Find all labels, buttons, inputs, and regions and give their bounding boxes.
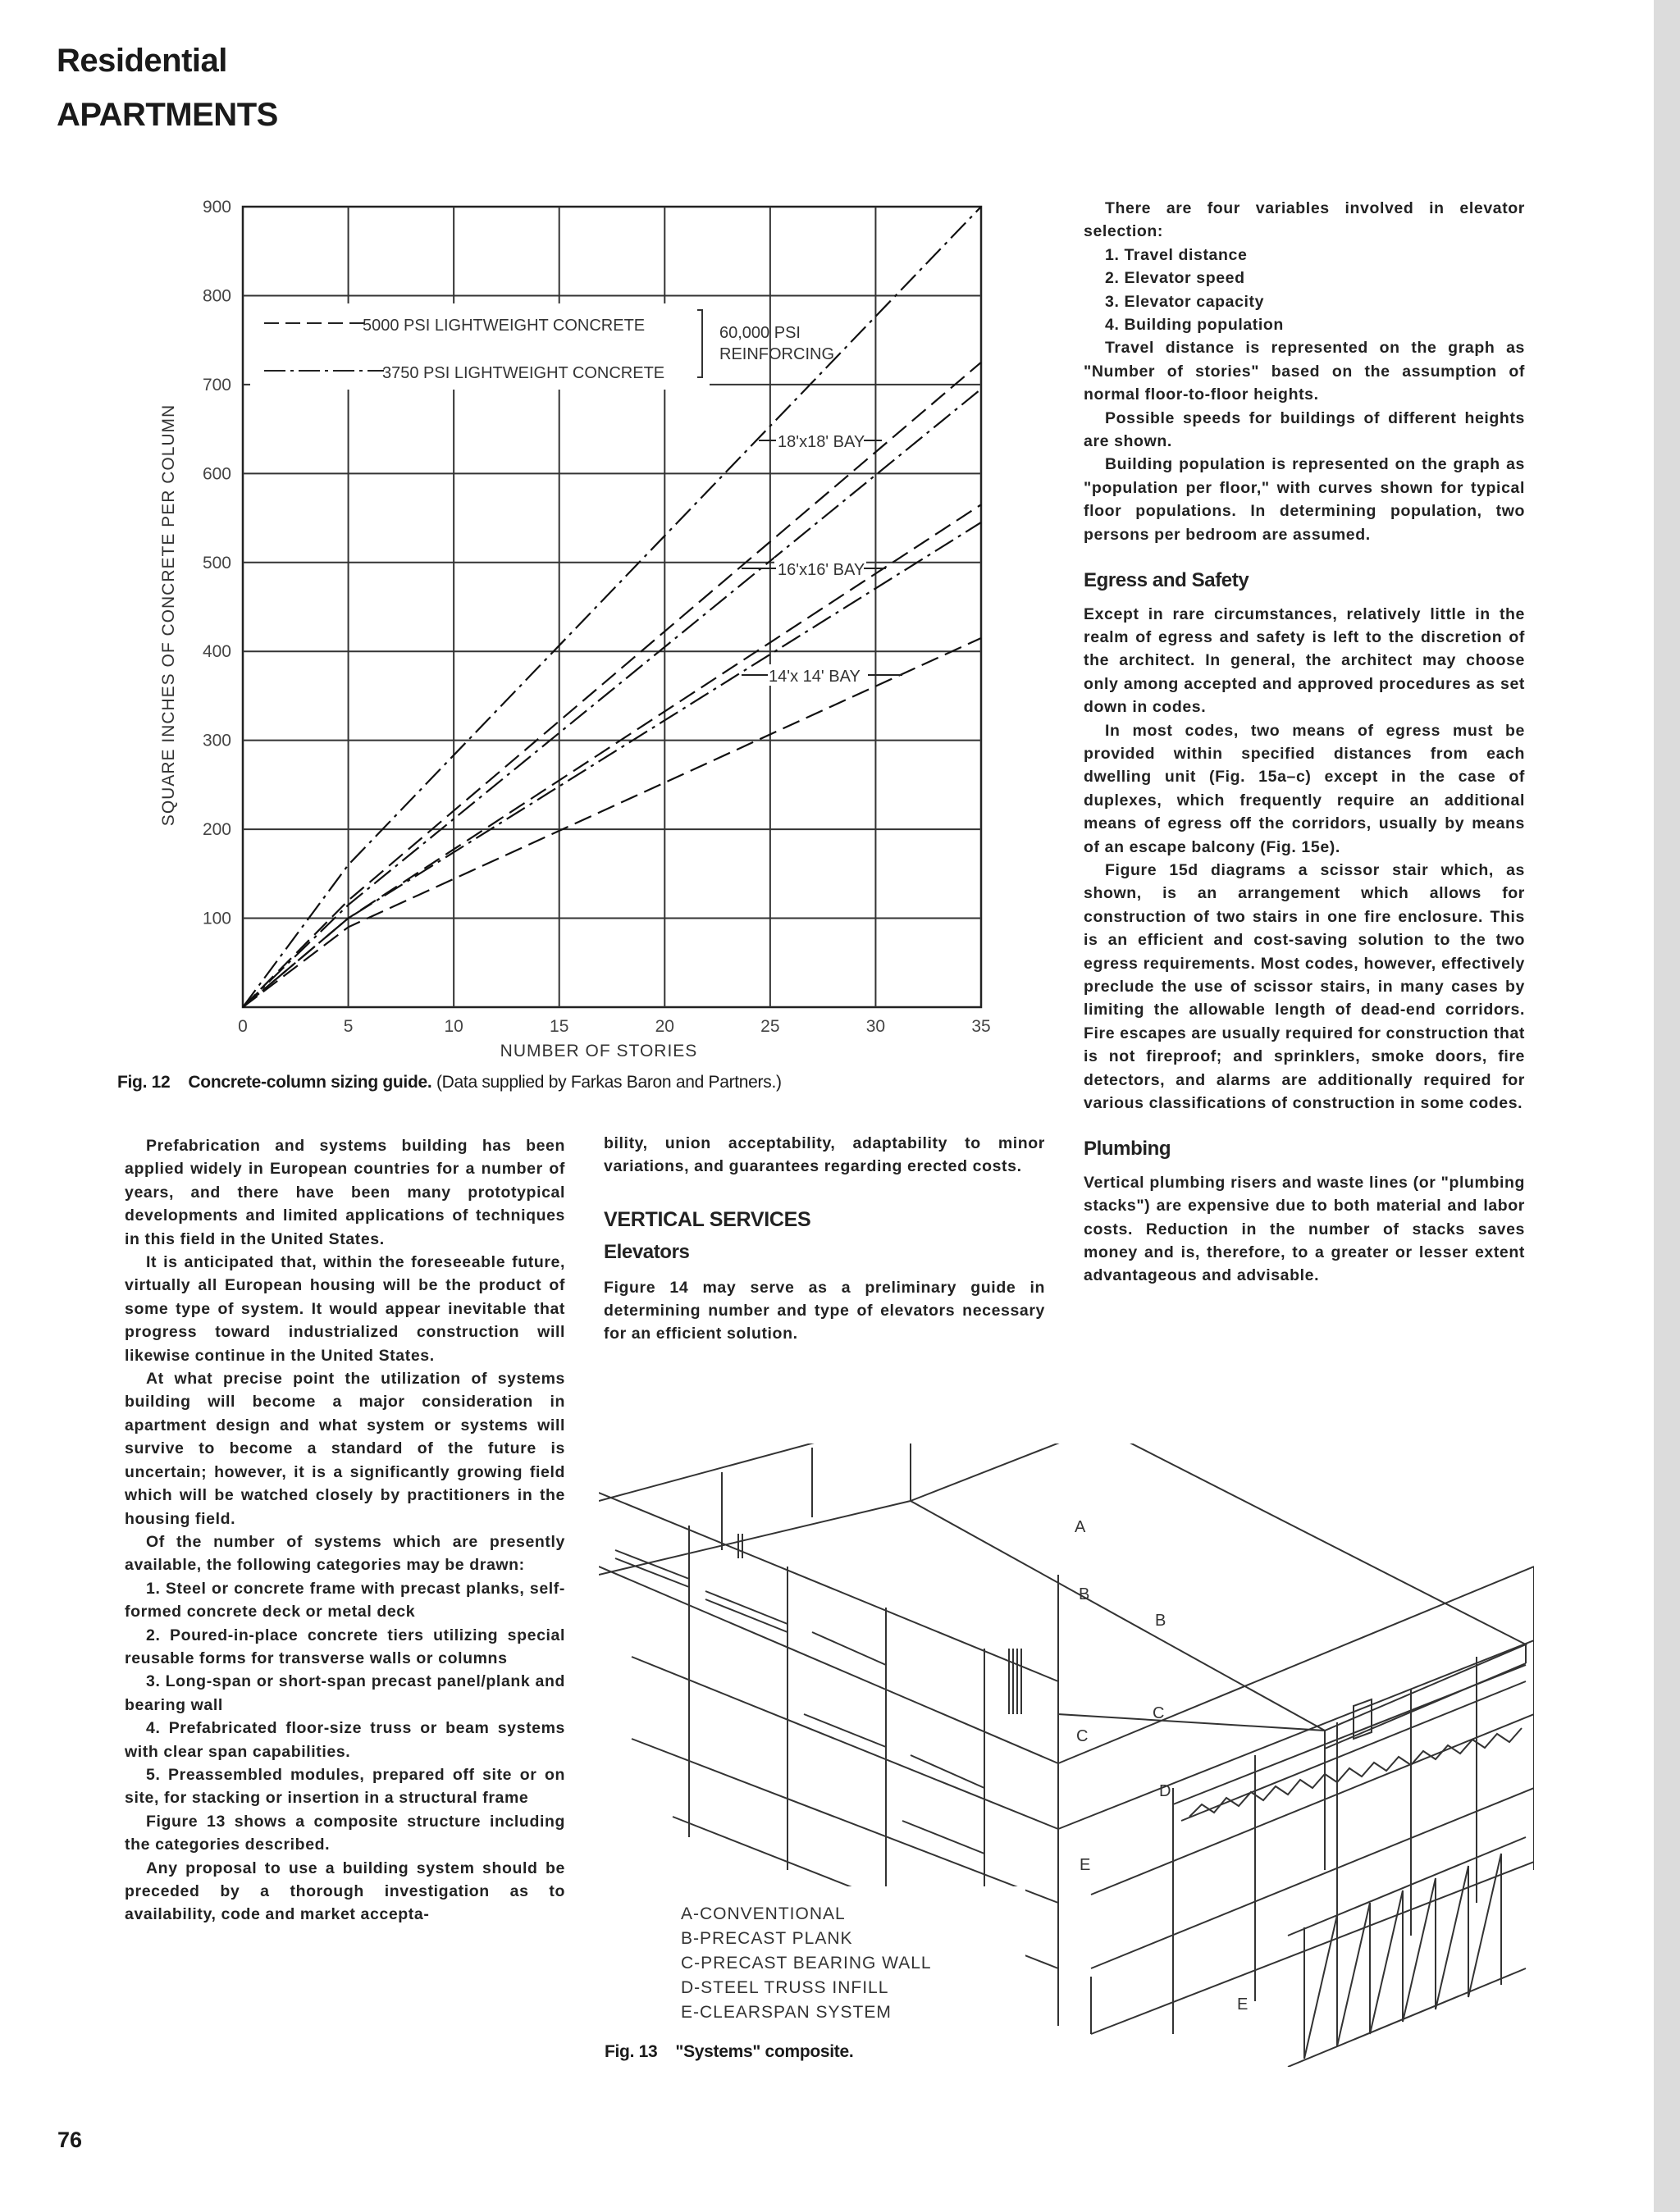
list-item: 3. Long-span or short-span precast panel/plank and bearing wall — [125, 1672, 565, 1714]
drawing-label-d: D — [1159, 1782, 1171, 1800]
fig13-legend-b: B-PRECAST PLANK — [681, 1929, 853, 1948]
subsection-heading: Plumbing — [1084, 1138, 1171, 1161]
paragraph: Building population is represented on the graph as "population per floor," with curves shown for typical floor populations. In determining population, two persons per bedroom are assumed. — [1084, 455, 1525, 544]
legend-bracket-label-2: REINFORCING — [719, 345, 834, 363]
paragraph: Travel distance is represented on the graph as "Number of stories" based on the assumption of normal floor-to-floor heights. — [1084, 339, 1525, 404]
x-tick-label: 30 — [865, 1017, 886, 1036]
fig13-number: Fig. 13 — [605, 2042, 658, 2061]
list-item: 5. Preassembled modules, prepared off site or on site, for stacking or insertion in a structural frame — [125, 1765, 565, 1808]
fig13-title: "Systems" composite. — [675, 2042, 854, 2061]
fig13-legend-c: C-PRECAST BEARING WALL — [681, 1954, 932, 1973]
legend-bracket-label-1: 60,000 PSI — [719, 324, 801, 342]
page-title: APARTMENTS — [57, 97, 278, 133]
list-item: 2. Elevator speed — [1105, 269, 1245, 288]
right-wing-floors — [1058, 1567, 1534, 2034]
list-item: 1. Travel distance — [1105, 245, 1248, 264]
fig13-legend-e: E-CLEARSPAN SYSTEM — [681, 2003, 892, 2022]
lower-columns — [1058, 1903, 1091, 2034]
fig12-caption — [117, 1073, 782, 1092]
paragraph: Figure 13 shows a composite structure including the categories described. — [125, 1812, 565, 1854]
paragraph: Possible speeds for buildings of different heights are shown. — [1084, 408, 1525, 451]
bay-label-14: 14'x 14' BAY — [769, 668, 861, 686]
paragraph: Except in rare circumstances, relatively little in the realm of egress and safety is left to the discretion of the architect. In general, the architect may choose only among accepted and approved procedures as set down in codes. — [1084, 604, 1525, 717]
section-label: Residential — [57, 43, 227, 79]
y-tick-label: 800 — [202, 286, 231, 306]
left-wing-top — [599, 1444, 911, 1575]
steel-truss-web — [1189, 1728, 1522, 1817]
x-tick-label: 0 — [238, 1017, 248, 1036]
x-tick-label: 25 — [760, 1017, 780, 1036]
fig13-legend-d: D-STEEL TRUSS INFILL — [681, 1978, 889, 1997]
scan-edge — [1654, 0, 1680, 2212]
legend-label-3750: 3750 PSI LIGHTWEIGHT CONCRETE — [382, 364, 665, 382]
y-tick-label: 200 — [202, 820, 231, 840]
x-tick-label: 15 — [550, 1017, 569, 1036]
y-tick-label: 100 — [202, 909, 231, 928]
drawing-label-b1: B — [1079, 1585, 1090, 1603]
paragraph: Figure 15d diagrams a scissor stair which, as shown, is an arrangement which allows for construction of two stairs in one fire enclosure. This is an efficient and cost-saving solution to the two egress requirements. Most codes, however, effectively preclude the use of scissor stairs, in many cases by limiting the allowable length of dead-end corridors. Fire escapes are usually required for construction that is not fireproof; and sprinklers, smoke doors, fire detectors, and alarms are additionally required for various classifications of construction in some codes. — [1084, 860, 1525, 1113]
legend-label-5000: 5000 PSI LIGHTWEIGHT CONCRETE — [363, 317, 646, 335]
list-item: 1. Steel or concrete frame with precast planks, self-formed concrete deck or metal deck — [125, 1579, 565, 1621]
drawing-label-e2: E — [1237, 1995, 1249, 2014]
text-column-3 — [1084, 197, 1525, 1288]
x-tick-label: 20 — [655, 1017, 674, 1036]
bay-label-16: 16'x16' BAY — [778, 561, 865, 579]
series-line-5 — [243, 522, 981, 1007]
paragraph: Vertical plumbing risers and waste lines (or "plumbing stacks") are expensive due to both material and labor costs. Reduction in the number of stacks saves money and is, therefore, to a greater or lesser extent advantageous and advisable. — [1084, 1173, 1525, 1285]
drawing-label-e1: E — [1080, 1856, 1091, 1874]
y-axis-label: SQUARE INCHES OF CONCRETE PER COLUMN — [159, 404, 178, 827]
drawing-label-a: A — [1075, 1518, 1086, 1536]
paragraph: In most codes, two means of egress must be provided within specified distances from each dwelling unit (Fig. 15a–c) except in the case of duplexes, which frequently require an additional means of egress off the corridors, usually by means of an escape balcony (Fig. 15e). — [1084, 721, 1525, 856]
text-column-2 — [604, 1132, 1045, 1346]
list-item: 2. Poured-in-place concrete tiers utilizing special reusable forms for transverse walls or columns — [125, 1626, 565, 1667]
drawing-label-c1: C — [1076, 1727, 1089, 1745]
chart-legend — [250, 303, 834, 390]
list-item: 4. Building population — [1105, 316, 1284, 335]
paragraph: There are four variables involved in elevator selection: — [1084, 199, 1525, 241]
x-tick-label: 5 — [343, 1017, 354, 1036]
fig13-legend-a: A-CONVENTIONAL — [681, 1904, 846, 1923]
paragraph: At what precise point the utilization of systems building will become a major consideration in apartment design and what system or systems will survive to become a standard of the future is uncertain; however, it is a significantly growing field which will be watched closely by practitioners in the housing field. — [125, 1370, 565, 1528]
fig12-number: Fig. 12 — [117, 1073, 171, 1092]
clearspan-web — [1304, 1854, 1501, 2059]
y-tick-label: 900 — [202, 198, 231, 217]
x-tick-label: 35 — [971, 1017, 991, 1036]
bay-label-18: 18'x18' BAY — [778, 433, 865, 451]
upper-box — [1058, 1575, 1325, 1870]
series-line-4 — [243, 504, 981, 1007]
clearspan-chords — [1288, 1837, 1526, 2067]
paragraph: Any proposal to use a building system should be preceded by a thorough investigation as to availability, code and market accepta- — [125, 1859, 565, 1924]
bay-annotations — [742, 430, 902, 686]
drawing-label-c2: C — [1153, 1704, 1165, 1722]
drawing-label-b2: B — [1155, 1612, 1166, 1630]
x-tick-label: 10 — [444, 1017, 463, 1036]
paragraph: Prefabrication and systems building has been applied widely in European countries for a number of years, and there have been many prototypical developments and limited applications of techniques in this field in the United States. — [125, 1137, 565, 1248]
subsection-heading: Elevators — [604, 1241, 690, 1264]
paragraph: bility, union acceptability, adaptability to minor variations, and guarantees regarding erected costs. — [604, 1134, 1045, 1176]
y-tick-label: 400 — [202, 642, 231, 662]
fig12-source: (Data supplied by Farkas Baron and Partners.) — [436, 1073, 782, 1092]
plank-hatching — [615, 1550, 984, 1854]
section-heading: VERTICAL SERVICES — [604, 1207, 811, 1231]
paragraph: It is anticipated that, within the foreseeable future, virtually all European housing will be the product of some type of system. It would appear inevitable that progress toward industrialized construction will likewise continue in the United States. — [125, 1253, 565, 1365]
right-columns — [1173, 1567, 1534, 2034]
subsection-heading: Egress and Safety — [1084, 569, 1249, 592]
roof-slab — [911, 1444, 1526, 1731]
y-tick-label: 500 — [202, 553, 231, 572]
y-tick-label: 700 — [202, 375, 231, 395]
x-axis-label: NUMBER OF STORIES — [500, 1042, 698, 1060]
y-tick-label: 300 — [202, 731, 231, 750]
systems-composite-drawing — [599, 1444, 1534, 2067]
paragraph: Figure 14 may serve as a preliminary guide in determining number and type of elevators necessary for an efficient solution. — [604, 1278, 1045, 1343]
fig12-title: Concrete-column sizing guide. — [188, 1073, 432, 1092]
series-line-6 — [243, 638, 981, 1007]
list-item: 4. Prefabricated floor-size truss or beam systems with clear span capabilities. — [125, 1719, 565, 1761]
page-number: 76 — [57, 2128, 83, 2152]
concrete-column-chart — [123, 189, 1050, 1070]
paragraph: Of the number of systems which are presently available, the following categories may be drawn: — [125, 1532, 565, 1575]
fig13-caption — [605, 2042, 853, 2062]
y-tick-label: 600 — [202, 464, 231, 484]
text-column-1 — [125, 1134, 565, 1927]
list-item: 3. Elevator capacity — [1105, 292, 1265, 311]
